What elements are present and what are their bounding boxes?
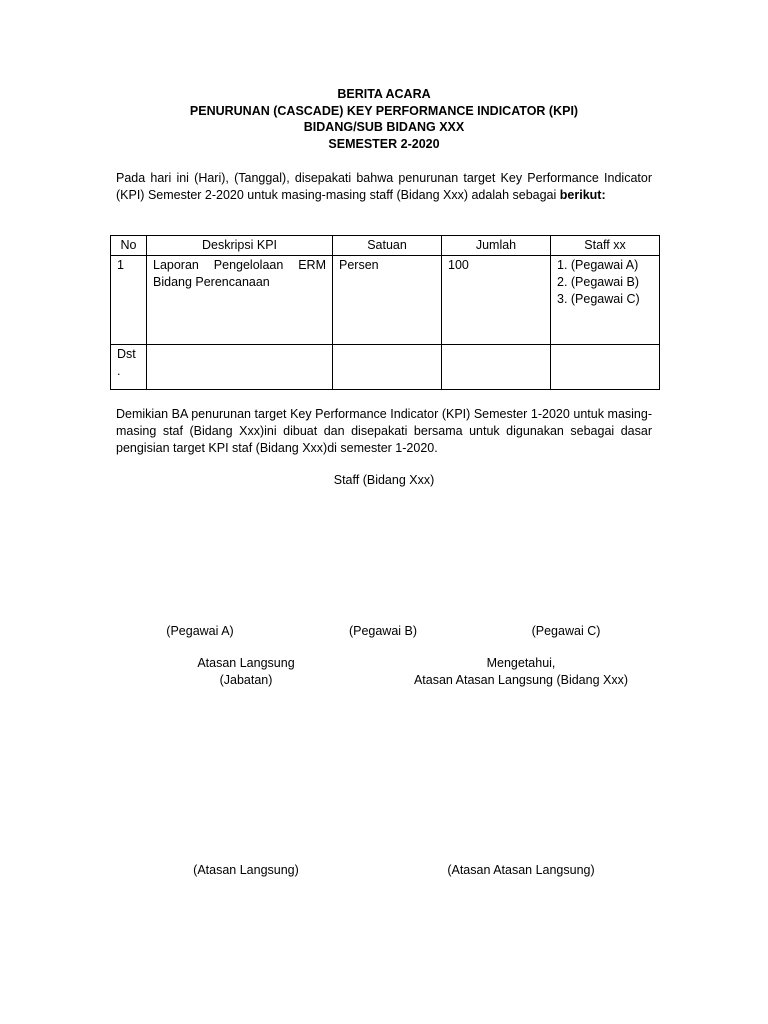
- title-line-2: PENURUNAN (CASCADE) KEY PERFORMANCE INDICATOR (KPI): [189, 103, 579, 118]
- signature-pegawai-c: (Pegawai C): [531, 624, 601, 638]
- kpi-table: [110, 235, 660, 390]
- staff-list-item: 1. (Pegawai A): [557, 258, 639, 272]
- cell-no: 1: [111, 256, 147, 345]
- title-line-4: SEMESTER 2-2020: [328, 136, 440, 151]
- signature-pegawai-a: (Pegawai A): [166, 624, 234, 638]
- header-staff: Staff xx: [551, 236, 660, 256]
- table-row: [111, 256, 660, 345]
- cell-satuan: [333, 345, 442, 390]
- cell-jumlah: [442, 345, 551, 390]
- signature-pegawai-b: (Pegawai B): [348, 624, 418, 638]
- table-row: [111, 345, 660, 390]
- cell-jumlah: 100: [442, 256, 551, 345]
- atasan-jabatan: (Jabatan): [219, 673, 273, 687]
- header-satuan: Satuan: [333, 236, 442, 256]
- staff-list-item: 3. (Pegawai C): [557, 292, 640, 306]
- cell-no: Dst .: [111, 345, 147, 390]
- header-no: No: [111, 236, 147, 256]
- document-title: [0, 86, 768, 152]
- intro-text: Pada hari ini (Hari), (Tanggal), disepakati bahwa penurunan target Key Performance Indicator (KPI) Semester 2-2020 untuk masing-masing staff (Bidang Xxx) adalah sebagai: [116, 171, 652, 202]
- intro-bold-tail: berikut:: [559, 188, 606, 202]
- mengetahui-label: Mengetahui,: [486, 656, 556, 670]
- header-jumlah: Jumlah: [442, 236, 551, 256]
- intro-paragraph: [116, 170, 652, 204]
- closing-paragraph: Demikian BA penurunan target Key Performance Indicator (KPI) Semester 1-2020 untuk masing-masing staf (Bidang Xxx)ini dibuat dan disepakati bersama untuk digunakan sebagai dasar pengisian target KPI staf (Bidang Xxx)di semester 1-2020.: [116, 407, 652, 455]
- cell-deskripsi: [147, 345, 333, 390]
- atasan-title: Atasan Langsung: [197, 656, 295, 670]
- header-deskripsi: Deskripsi KPI: [147, 236, 333, 256]
- staff-list-item: 2. (Pegawai B): [557, 275, 639, 289]
- staff-heading: Staff (Bidang Xxx): [333, 473, 435, 487]
- cell-staff: [551, 256, 660, 345]
- title-line-3: BIDANG/SUB BIDANG XXX: [303, 120, 465, 134]
- table-header-row: [111, 236, 660, 256]
- cell-staff: [551, 345, 660, 390]
- cell-satuan: Persen: [333, 256, 442, 345]
- signature-atasan-atasan-langsung: (Atasan Atasan Langsung): [447, 863, 595, 877]
- atasan-atasan-title: Atasan Atasan Langsung (Bidang Xxx): [413, 673, 629, 687]
- title-line-1: BERITA ACARA: [337, 87, 431, 101]
- cell-deskripsi: Laporan Pengelolaan ERM Bidang Perencanaan: [147, 256, 333, 345]
- signature-atasan-langsung: (Atasan Langsung): [193, 863, 299, 877]
